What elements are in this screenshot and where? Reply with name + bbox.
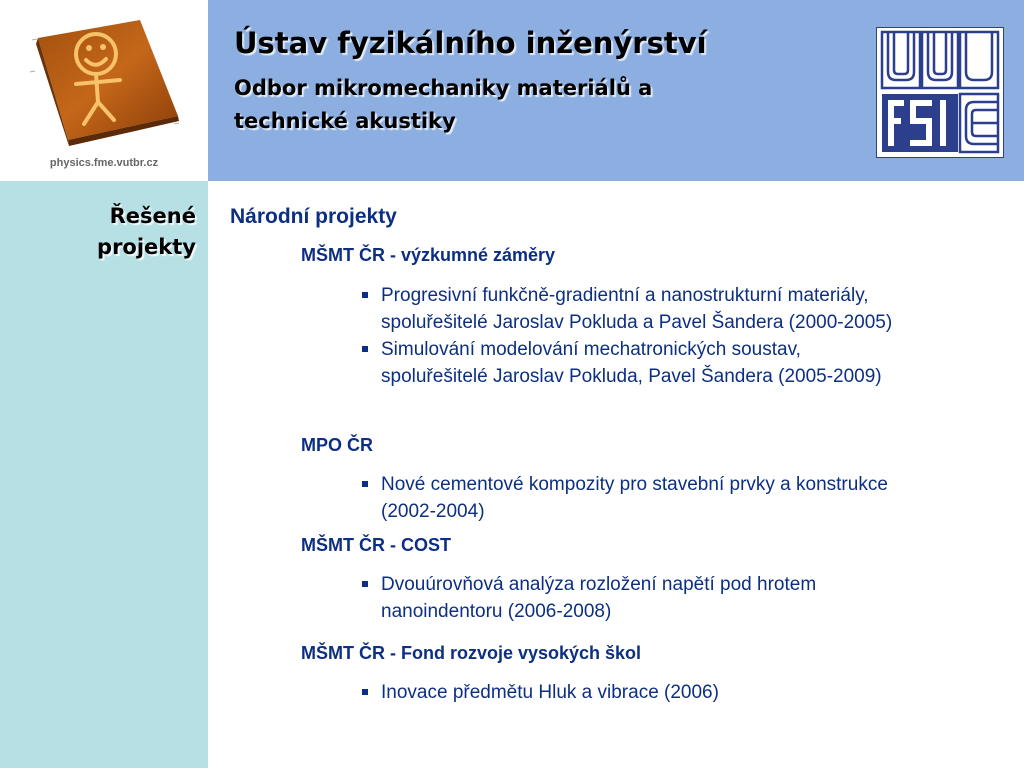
list-item-line1: Dvouúrovňová analýza rozložení napětí pod hrotem	[381, 574, 817, 595]
sidebar-title	[97, 201, 196, 263]
list-item-line1: Simulování modelování mechatronických soustav,	[381, 339, 801, 360]
branding-area	[0, 0, 208, 181]
section-title: Národní projekty	[230, 205, 397, 228]
group-title-cost: MŠMT ČR - COST	[301, 535, 451, 555]
bullet-icon	[362, 581, 368, 587]
fsi-logo-mark	[877, 28, 1003, 157]
list-item-line2: nanoindentoru (2006-2008)	[381, 601, 612, 622]
group-title-mpo: MPO ČR	[301, 435, 373, 455]
bullet-icon	[362, 346, 368, 352]
list-item	[362, 679, 1002, 706]
list-item	[362, 571, 1002, 625]
sidebar-title-line1: Řešené	[109, 204, 196, 228]
bullet-icon	[362, 481, 368, 487]
bullet-icon	[362, 292, 368, 298]
list-item	[362, 471, 1002, 525]
main-content	[208, 181, 1024, 768]
group-title-fond: MŠMT ČR - Fond rozvoje vysokých škol	[301, 643, 642, 663]
list-item-line2: (2002-2004)	[381, 501, 485, 522]
list-item-line1: Progresivní funkčně-gradientní a nanostrukturní materiály,	[381, 285, 869, 306]
list-item-line1: Inovace předmětu Hluk a vibrace (2006)	[381, 682, 719, 703]
sidebar	[0, 181, 208, 768]
list-item	[362, 336, 1002, 390]
list-item-line2: spoluřešitelé Jaroslav Pokluda, Pavel Šandera (2005-2009)	[381, 366, 882, 387]
sidebar-title-line2: projekty	[97, 235, 196, 259]
group-title-msmt-zamery: MŠMT ČR - výzkumné záměry	[301, 245, 556, 265]
page-subtitle-line1: Odbor mikromechaniky materiálů a	[234, 76, 653, 100]
list-item-line1: Nové cementové kompozity pro stavební prvky a konstrukce	[381, 474, 888, 495]
page-subtitle	[234, 72, 754, 138]
list-item	[362, 282, 1002, 336]
fsi-logo	[876, 27, 1004, 158]
page-title: Ústav fyzikálního inženýrství	[234, 26, 707, 60]
bullet-icon	[362, 689, 368, 695]
list-item-line2: spoluřešitelé Jaroslav Pokluda a Pavel Šandera (2000-2005)	[381, 312, 893, 333]
afm-smiley-image	[26, 20, 181, 148]
site-url[interactable]: physics.fme.vutbr.cz	[49, 157, 159, 169]
page-subtitle-line2: technické akustiky	[234, 109, 456, 133]
